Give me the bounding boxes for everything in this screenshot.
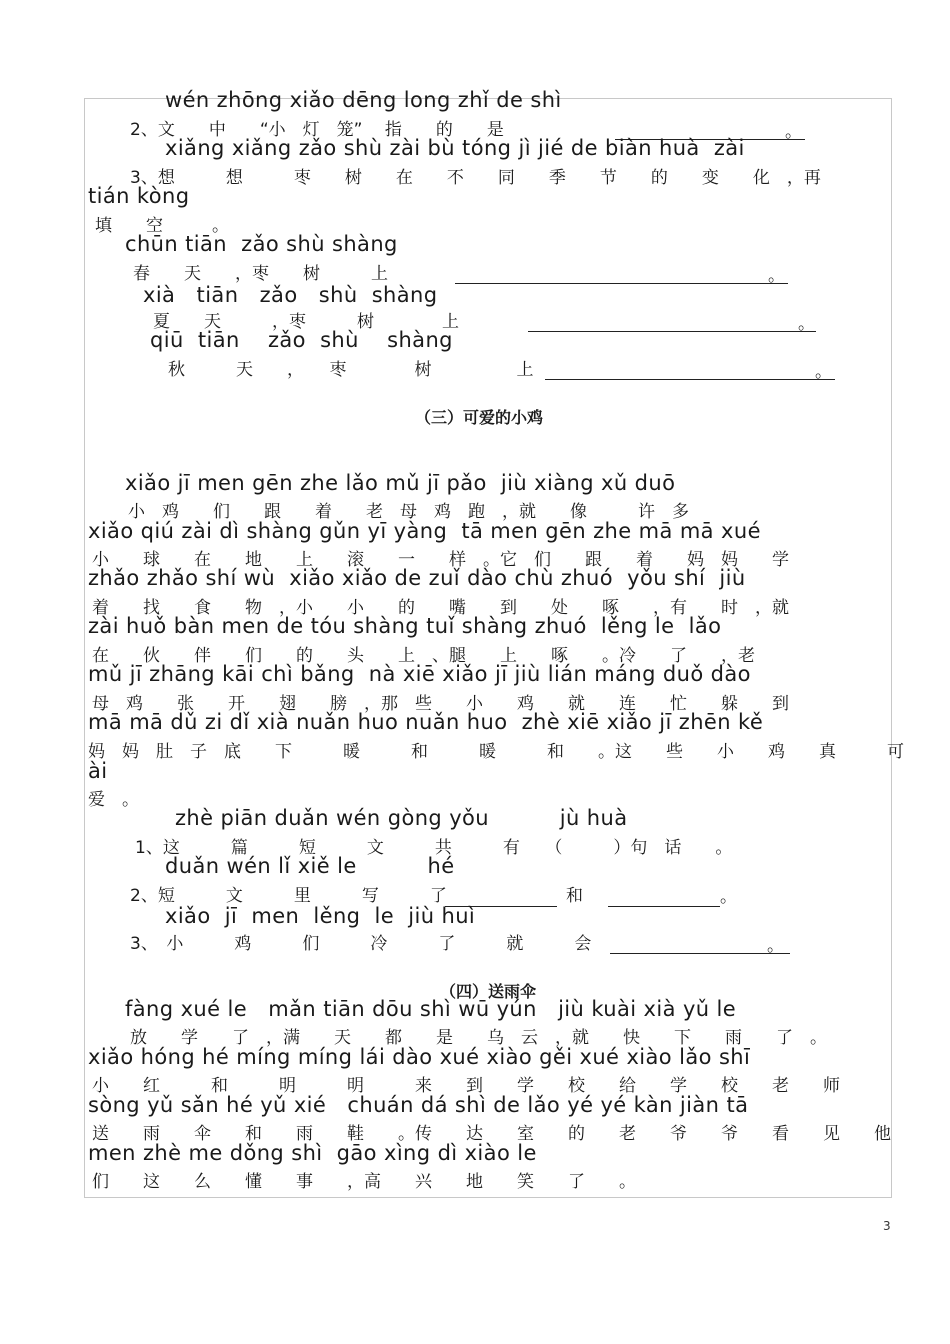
period: 。 [785, 122, 802, 142]
hanzi-line: 小 球 在 地 上 滚 一 样 。它 们 跟 着 妈 妈 学 [92, 550, 789, 570]
hanzi-line: 小 红 和 明 明 来 到 学 校 给 学 校 老 师 [92, 1076, 840, 1096]
hanzi-he: 和 [566, 886, 583, 906]
pinyin-line: xià tiān zǎo shù shàng [143, 283, 438, 307]
pinyin-line: xiǎo hóng hé míng míng lái dào xué xiào gěi xué xiào lǎo shī [88, 1045, 751, 1069]
pinyin-line: qiū tiān zǎo shù shàng [150, 328, 453, 352]
answer-blank[interactable] [608, 906, 720, 907]
pinyin-line: ài [88, 759, 108, 783]
question-2: 2、文 中 “小 灯 笼” 指 的 是 [130, 120, 504, 140]
hanzi-line: 着 找 食 物 ，小 小 的 嘴 到 处 啄 ，有 时 ，就 [92, 598, 789, 618]
section-3-title: （三）可爱的小鸡 [415, 408, 544, 427]
answer-blank-autumn[interactable] [545, 379, 835, 380]
pinyin-line: chūn tiān zǎo shù shàng [125, 232, 398, 256]
hanzi-line: 在 伙 伴 们 的 头 上 、腿 上 啄 。冷 了 ，老 [92, 646, 755, 666]
hanzi-line-summer: 夏 天 ，枣 树 上 [153, 312, 459, 332]
pinyin-line: sòng yǔ sǎn hé yǔ xié chuán dá shì de lǎo yé yé kàn jiàn tā [88, 1093, 749, 1117]
hanzi-line: 小 鸡 们 跟 着 老 母 鸡 跑 ，就 像 许 多 [128, 502, 689, 522]
question-1: 1、这 篇 短 文 共 有 （ ）句 话 。 [135, 838, 733, 858]
hanzi-line: 填 空 [95, 216, 163, 236]
hanzi-line: 们 这 么 懂 事 ，高 兴 地 笑 了 。 [92, 1172, 636, 1192]
question-2: 2、短 文 里 写 了 [130, 886, 447, 906]
period: 。 [767, 936, 784, 956]
hanzi-line: 母 鸡 张 开 翅 膀 ，那 些 小 鸡 就 连 忙 躲 到 [92, 694, 789, 714]
period: 。 [720, 887, 737, 907]
answer-blank[interactable] [610, 953, 790, 954]
hanzi-line-autumn: 秋 天 ， 枣 树 上 [168, 360, 534, 380]
hanzi-line-spring: 春 天 ，枣 树 上 [133, 264, 388, 284]
pinyin-line: xiǎo jī men gēn zhe lǎo mǔ jī pǎo jiù xiàng xǔ duō [125, 471, 676, 495]
pinyin-line: xiǎo jī men lěng le jiù huì [165, 904, 476, 928]
pinyin-line: tián kòng [88, 184, 190, 208]
pinyin-line: zài huǒ bàn men de tóu shàng tuǐ shàng zhuó lěng le lǎo [88, 614, 722, 638]
hanzi-line: 妈 妈 肚 子 底 下 暖 和 暖 和 。这 些 小 鸡 真 可 [88, 742, 904, 762]
pinyin-line: zhè piān duǎn wén gòng yǒu jù huà [175, 806, 628, 830]
answer-blank-summer[interactable] [528, 331, 816, 332]
pinyin-line: xiǎng xiǎng zǎo shù zài bù tóng jì jié de biàn huà zài [165, 136, 745, 160]
period: 。 [798, 314, 815, 334]
pinyin-line: mā mā dǔ zi dǐ xià nuǎn huo nuǎn huo zhè xiē xiǎo jī zhēn kě [88, 710, 764, 734]
period: 。 [768, 266, 785, 286]
question-3: 3、想 想 枣 树 在 不 同 季 节 的 变 化 ，再 [130, 168, 821, 188]
section-4-title: （四）送雨伞 [440, 982, 537, 1001]
hanzi-line: 爱 。 [88, 790, 139, 810]
pinyin-line: fàng xué le mǎn tiān dōu shì wū yún jiù kuài xià yǔ le [125, 997, 737, 1021]
pinyin-line: duǎn wén lǐ xiě le hé [165, 854, 455, 878]
period: 。 [212, 216, 229, 236]
pinyin-line: xiǎo qiú zài dì shàng gǔn yī yàng tā men gēn zhe mā mā xué [88, 519, 761, 543]
period: 。 [815, 362, 832, 382]
hanzi-line: 放 学 了 ，满 天 都 是 乌 云 ，就 快 下 雨 了 。 [130, 1028, 827, 1048]
pinyin-line: wén zhōng xiǎo dēng long zhǐ de shì [165, 88, 562, 112]
hanzi-line: 送 雨 伞 和 雨 鞋 。传 达 室 的 老 爷 爷 看 见 他 [92, 1124, 891, 1144]
page-number: 3 [883, 1219, 891, 1233]
pinyin-line: men zhè me dǒng shì gāo xìng dì xiào le [88, 1141, 537, 1165]
answer-blank-spring[interactable] [455, 283, 788, 284]
pinyin-line: mǔ jī zhāng kāi chì bǎng nà xiē xiǎo jī jiù lián máng duǒ dào [88, 662, 751, 686]
pinyin-line: zhǎo zhǎo shí wù xiǎo xiǎo de zuǐ dào chù zhuó yǒu shí jiù [88, 566, 746, 590]
question-3: 3、 小 鸡 们 冷 了 就 会 [130, 934, 592, 954]
